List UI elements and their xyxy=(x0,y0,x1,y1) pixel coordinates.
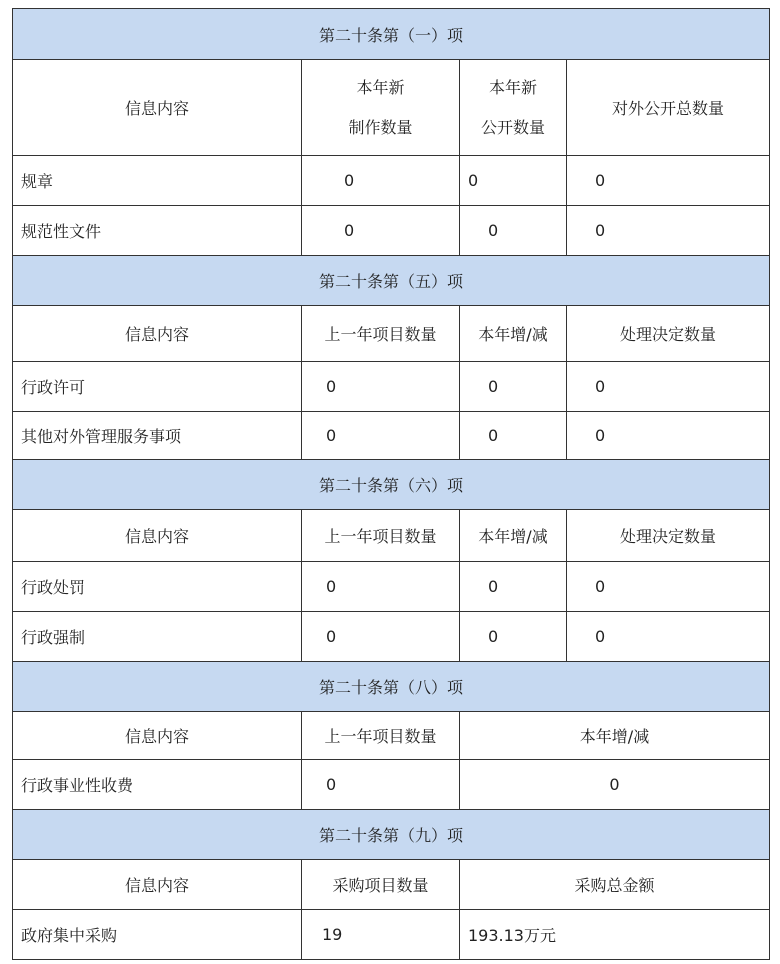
row-value: 0 xyxy=(301,412,459,459)
section-title: 第二十条第（五）项 xyxy=(318,272,463,291)
row-value: 19 xyxy=(301,910,459,959)
col-change: 本年增/减 xyxy=(459,712,769,759)
row-value: 0 xyxy=(459,612,566,661)
col-new-published xyxy=(459,60,566,155)
row-value: 0 xyxy=(301,760,459,809)
row-value: 0 xyxy=(301,562,459,611)
row-label: 行政处罚 xyxy=(21,578,86,597)
row-value: 0 xyxy=(459,760,769,809)
row-value: 0 xyxy=(459,412,566,459)
row-value: 0 xyxy=(566,412,769,459)
row-value: 0 xyxy=(459,362,566,411)
section-header-1 xyxy=(13,9,769,59)
section-title: 第二十条第（九）项 xyxy=(318,826,463,845)
column-header-row xyxy=(13,859,769,909)
row-value: 0 xyxy=(566,562,769,611)
row-value: 0 xyxy=(301,612,459,661)
row-label: 其他对外管理服务事项 xyxy=(21,427,182,446)
row-value: 0 xyxy=(459,156,566,205)
row-value: 0 xyxy=(301,206,459,255)
row-label: 政府集中采购 xyxy=(21,926,118,945)
col-last-year-count: 上一年项目数量 xyxy=(301,306,459,361)
table-row xyxy=(13,561,769,611)
row-value: 0 xyxy=(301,156,459,205)
row-value: 0 xyxy=(566,206,769,255)
section-title: 第二十条第（一）项 xyxy=(318,25,463,45)
col-info-content: 信息内容 xyxy=(124,99,189,118)
col-info-content: 信息内容 xyxy=(124,527,189,546)
row-value: 0 xyxy=(566,362,769,411)
col-info-content: 信息内容 xyxy=(124,727,189,746)
col-last-year-count: 上一年项目数量 xyxy=(301,510,459,561)
col-total-published: 对外公开总数量 xyxy=(566,60,769,155)
col-change: 本年增/减 xyxy=(459,510,566,561)
col-purchase-count: 采购项目数量 xyxy=(301,860,459,909)
col-info-content: 信息内容 xyxy=(124,325,189,344)
section-header-4 xyxy=(13,661,769,711)
column-header-row xyxy=(13,711,769,759)
row-value: 193.13万元 xyxy=(459,910,769,959)
col-new-published-line1: 本年新 xyxy=(488,77,537,97)
row-label: 规章 xyxy=(21,172,54,191)
row-label: 行政许可 xyxy=(21,378,86,397)
section-header-2 xyxy=(13,255,769,305)
table-row xyxy=(13,909,769,959)
section-header-3 xyxy=(13,459,769,509)
section-title: 第二十条第（八）项 xyxy=(318,678,463,697)
col-purchase-amount: 采购总金额 xyxy=(459,860,769,909)
col-new-made-line1: 本年新 xyxy=(356,77,405,97)
row-value: 0 xyxy=(301,362,459,411)
row-value: 0 xyxy=(459,562,566,611)
column-header-row xyxy=(13,59,769,155)
table-row xyxy=(13,411,769,459)
table-row xyxy=(13,759,769,809)
row-value: 0 xyxy=(566,612,769,661)
col-decision-count: 处理决定数量 xyxy=(566,306,769,361)
col-decision-count: 处理决定数量 xyxy=(566,510,769,561)
row-label: 规范性文件 xyxy=(21,222,102,241)
table-row xyxy=(13,205,769,255)
section-title: 第二十条第（六）项 xyxy=(318,476,463,495)
table-row xyxy=(13,155,769,205)
row-value: 0 xyxy=(459,206,566,255)
row-label: 行政事业性收费 xyxy=(21,776,134,795)
column-header-row xyxy=(13,305,769,361)
row-value: 0 xyxy=(566,156,769,205)
table-row xyxy=(13,361,769,411)
disclosure-table xyxy=(12,8,770,960)
row-label: 行政强制 xyxy=(21,628,86,647)
table-row xyxy=(13,611,769,661)
section-header-5 xyxy=(13,809,769,859)
col-info-content: 信息内容 xyxy=(124,876,189,895)
column-header-row xyxy=(13,509,769,561)
col-change: 本年增/减 xyxy=(459,306,566,361)
col-last-year-count: 上一年项目数量 xyxy=(301,712,459,759)
col-new-made xyxy=(301,60,459,155)
col-new-made-line2: 制作数量 xyxy=(348,117,413,137)
col-new-published-line2: 公开数量 xyxy=(480,117,545,137)
